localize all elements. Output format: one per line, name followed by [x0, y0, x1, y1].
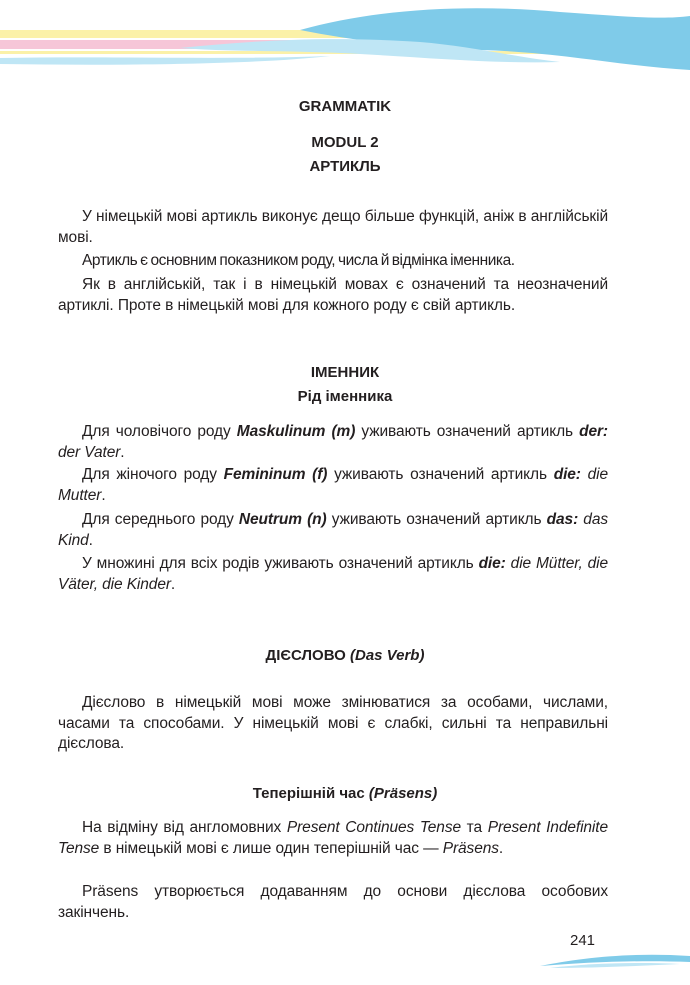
heading-grammatik: GRAMMATIK	[298, 98, 392, 115]
verb-paragraph: Дієслово в німецькій мові може змінюватися за особами, числами, часами та способами. У німецькій мові є слабкі, сильні та неправильні дієслова.	[58, 694, 608, 752]
tense-p1-a: На відміну від англомовних	[82, 819, 287, 836]
heading-imennyk: ІМЕННИК	[310, 364, 380, 381]
neut-article: das:	[546, 511, 579, 528]
tense-term-1: Present Continues Tense	[286, 819, 461, 836]
heading-dieslovo-de: (Das Verb)	[350, 647, 425, 664]
plural-end: .	[170, 575, 176, 593]
article-paragraph-2: Артикль є основним показником роду, числа й відмінка іменника.	[82, 252, 515, 269]
fem-pre: Для жіночого роду	[82, 466, 224, 483]
masc-mid: уживають означений артикль	[355, 423, 580, 440]
heading-tense-ua: Теперішній час	[252, 785, 365, 802]
heading-dieslovo-ua: ДІЄСЛОВО	[265, 647, 346, 664]
fem-term: Femininum (f)	[223, 466, 328, 483]
neut-end: .	[88, 531, 93, 549]
tense-paragraph-2: Präsens утворюється додаванням до основи дієслова особових закінчень.	[58, 883, 608, 921]
article-paragraph-3: Як в англійській, так і в німецькій мовах є означений та неозначений артиклі. Проте в німецькій мові для кожного роду є свій артикль.	[58, 276, 608, 314]
header-left-wave	[0, 56, 330, 65]
neut-pre: Для середнього роду	[82, 511, 239, 528]
plural-pre: У множині для всіх родів уживають означений артикль	[82, 555, 479, 572]
footer-decoration	[540, 948, 690, 970]
noun-masculine-paragraph	[58, 422, 608, 463]
tense-p1-c: в німецькій мові є лише один теперішній час —	[99, 839, 443, 857]
fem-article: die:	[553, 466, 581, 483]
heading-artikel: АРТИКЛЬ	[309, 158, 381, 175]
heading-tense-de: (Präsens)	[368, 785, 438, 802]
neut-example: das Kind	[58, 511, 608, 549]
fem-example: die Mutter	[58, 466, 609, 504]
fem-end: .	[101, 486, 106, 504]
tense-p1-d: .	[498, 839, 504, 857]
heading-rid-imennyka: Рід іменника	[297, 388, 393, 405]
header-decoration	[0, 0, 690, 80]
noun-feminine-paragraph	[58, 465, 608, 506]
heading-dieslovo	[0, 647, 690, 664]
heading-modul: MODUL 2	[311, 134, 379, 151]
page-number: 241	[570, 932, 596, 949]
masc-example: der Vater	[58, 443, 121, 461]
tense-p1-b: та	[461, 819, 488, 836]
neut-term: Neutrum (n)	[238, 511, 327, 528]
plural-example: die Mütter, die Väter, die Kinder	[58, 555, 608, 593]
plural-article: die:	[478, 555, 506, 572]
tense-term-2: Present Indefinite Tense	[58, 819, 609, 857]
neut-mid: уживають означений артикль	[326, 511, 547, 528]
masc-pre: Для чоловічого роду	[82, 423, 237, 440]
noun-plural-paragraph	[58, 554, 608, 595]
tense-term-3: Präsens	[442, 839, 499, 857]
masc-term: Maskulinum (m)	[236, 423, 356, 440]
noun-neuter-paragraph	[58, 510, 608, 551]
article-paragraph-1: У німецькій мові артикль виконує дещо більше функцій, аніж в англійській мові.	[58, 208, 608, 246]
masc-article: der:	[579, 423, 608, 440]
tense-paragraph-1	[58, 818, 608, 859]
masc-end: .	[120, 443, 125, 461]
fem-mid: уживають означений артикль	[327, 466, 554, 483]
heading-tense	[0, 785, 690, 802]
